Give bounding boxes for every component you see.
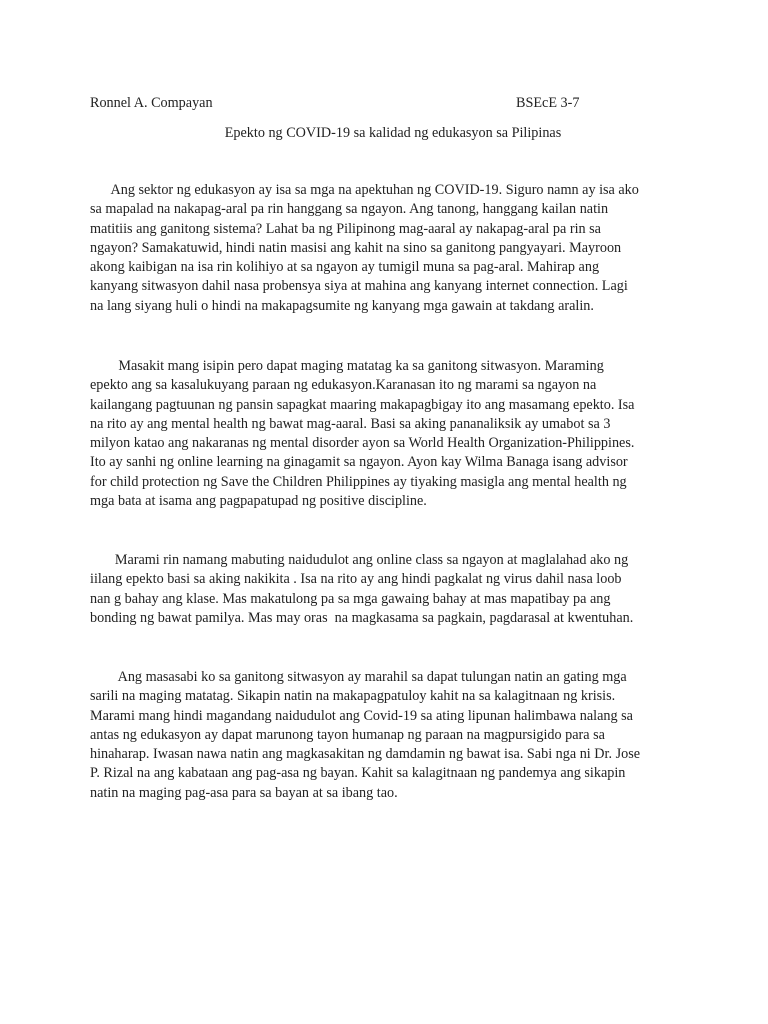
paragraph-line: mga bata at isama ang pagpapatupad ng positive discipline.	[90, 493, 427, 510]
paragraph-line: nan g bahay ang klase. Mas makatulong pa sa mga gawaing bahay at mas mapatibay pa ang	[90, 590, 611, 607]
paragraph-line: sa mapalad na nakapag-aral pa rin hanggang sa ngayon. Ang tanong, hanggang kailan natin	[90, 201, 609, 218]
paragraph-2	[90, 357, 690, 511]
paragraph-line: na lang siyang huli o hindi na makapagsumite ng kanyang mga gawain at takdang aralin.	[90, 297, 594, 314]
paragraph-line: Ito ay sanhi ng online learning na ginagamit sa ngayon. Ayon kay Wilma Banaga isang advisor	[90, 454, 628, 471]
paragraph-line: hinaharap. Iwasan nawa natin ang magkasakitan ng damdamin ng bawat isa. Sabi nga ni Dr. Jose	[90, 746, 641, 763]
paragraph-line: Ang masasabi ko sa ganitong sitwasyon ay marahil sa dapat tulungan natin an gating mga	[90, 669, 627, 685]
document-title: Epekto ng COVID-19 sa kalidad ng edukasyon sa Pilipinas	[224, 125, 562, 141]
paragraph-line: Marami mang hindi magandang naidudulot ang Covid-19 sa ating lipunan halimbawa nalang sa	[90, 707, 633, 724]
course-section: BSEcE 3-7	[516, 95, 580, 111]
paragraph-line: matitiis ang ganitong sistema? Lahat ba ng Pilipinong mag-aaral ay nakapag-aral pa rin sa	[90, 220, 601, 237]
paragraph-4	[90, 668, 690, 803]
paragraph-line: bonding ng bawat pamilya. Mas may oras na magkasama sa pagkain, pagdarasal at kwentuhan.	[90, 609, 634, 626]
paragraph-3	[90, 551, 690, 628]
paragraph-line: P. Rizal na ang kabataan ang pag-asa ng bayan. Kahit sa kalagitnaan ng pandemya ang sikapin	[90, 765, 626, 782]
paragraph-line: ngayon? Samakatuwid, hindi natin masisi ang kahit na sino sa ganitong pangyayari. Mayroon	[90, 239, 622, 256]
paragraph-line: epekto ang sa kasalukuyang paraan ng edukasyon.Karanasan ito ng marami sa ngayon na	[90, 377, 597, 394]
paragraph-1	[90, 181, 690, 316]
paragraph-line: kanyang sitwasyon dahil nasa probensya siya at mahina ang kanyang internet connection. Lagi	[90, 278, 628, 295]
paragraph-line: milyon katao ang nakaranas ng mental disorder ayon sa World Health Organization-Philippines.	[90, 435, 635, 452]
paragraph-line: akong kaibigan na isa rin kolihiyo at sa ngayon ay tumigil muna sa pag-aral. Mahirap ang	[90, 259, 600, 276]
paragraph-line: na rito ay ang mental health ng bawat mag-aaral. Basi sa aking pananaliksik ay umabot sa 3	[90, 415, 611, 432]
paragraph-line: iilang epekto basi sa aking nakikita . Isa na rito ay ang hindi pagkalat ng virus dahil nasa loob	[90, 571, 622, 588]
paragraph-line: for child protection ng Save the Children Philippines ay tiyaking masigla ang mental health ng	[90, 473, 627, 490]
paragraph-line: kailangang pagtuunan ng pansin sapagkat maaring makapagbigay ito ang masamang epekto. Isa	[90, 396, 635, 413]
paragraph-line: antas ng edukasyon ay dapat marunong tayon humanap ng paraan na magpursigido para sa	[90, 726, 605, 743]
author-name: Ronnel A. Compayan	[90, 95, 213, 111]
paragraph-line: Masakit mang isipin pero dapat maging matatag ka sa ganitong sitwasyon. Maraming	[90, 358, 604, 374]
paragraph-line: Marami rin namang mabuting naidudulot ang online class sa ngayon at maglalahad ako ng	[90, 552, 629, 568]
paragraph-line: Ang sektor ng edukasyon ay isa sa mga na apektuhan ng COVID-19. Siguro namn ay isa ako	[90, 182, 639, 198]
paragraph-line: natin na maging pag-asa para sa bayan at sa ibang tao.	[90, 784, 398, 801]
paragraph-line: sarili na maging matatag. Sikapin natin na makapagpatuloy kahit na sa kalagitnaan ng krisis.	[90, 688, 616, 705]
